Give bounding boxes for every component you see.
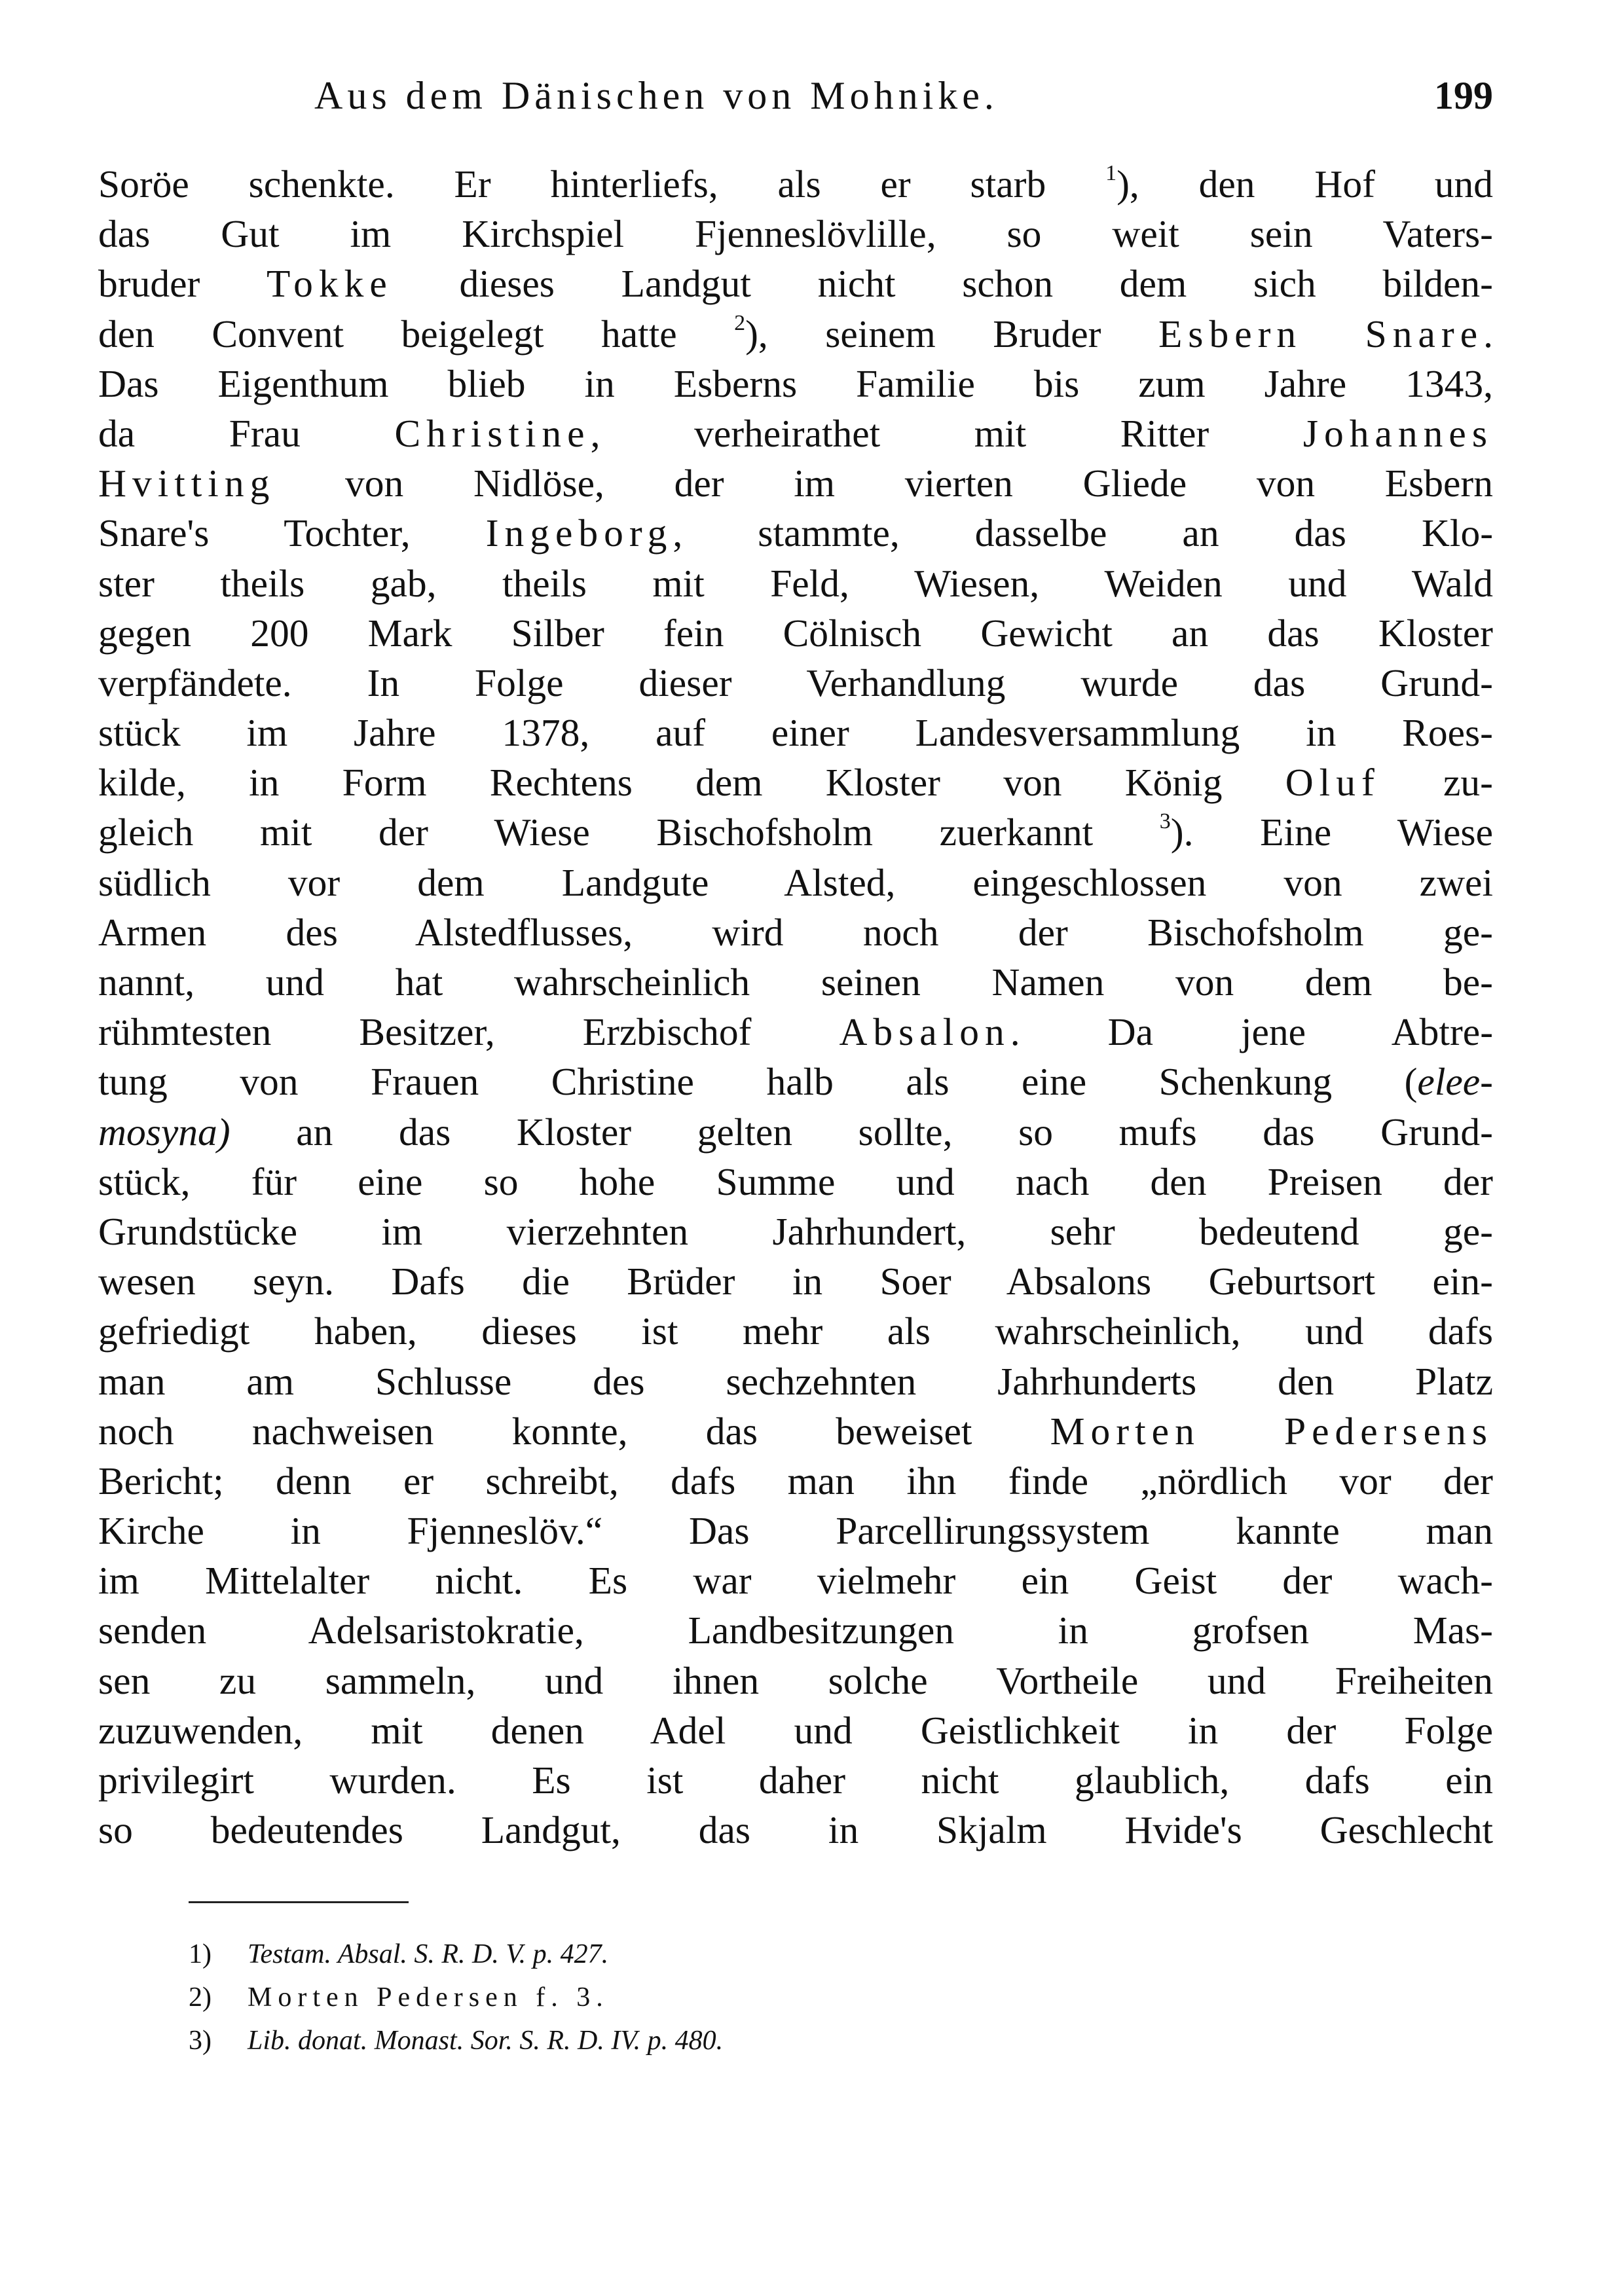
spaced-name: Hvitting <box>98 462 276 505</box>
spaced-name: Absalon <box>839 1010 1010 1054</box>
running-head <box>98 73 1493 126</box>
body-line: ster theils gab, theils mit Feld, Wiesen, Weiden und Wald <box>98 561 1493 605</box>
body-line: tung von Frauen Christine halb als eine Schenkung (elee- <box>98 1060 1493 1104</box>
spaced-name: Johannes <box>1302 411 1493 455</box>
spaced-name: Ingeborg <box>485 511 673 555</box>
italic-term: mosyna) <box>98 1110 231 1154</box>
body-line: verpfändete. In Folge dieser Verhandlung wurde das Grund- <box>98 661 1493 704</box>
body-line: den Convent beigelegt hatte $^2$), seinem Bruder Esbern Snare. <box>98 310 1493 355</box>
body-line: nannt, und hat wahrscheinlich seinen Namen von dem be- <box>98 960 1493 1004</box>
body-line: mosyna) an das Kloster gelten sollte, so mufs das Grund- <box>98 1110 1493 1154</box>
body-line: senden Adelsaristokratie, Landbesitzungen in grofsen Mas- <box>98 1609 1493 1652</box>
body-line: Das Eigenthum blieb in Esberns Familie bis zum Jahre 1343, <box>98 361 1493 405</box>
body-line: bruder Tokke dieses Landgut nicht schon dem sich bilden- <box>98 262 1493 306</box>
footnote-text: Lib. donat. Monast. Sor. S. R. D. IV. p. 480. <box>248 2026 724 2056</box>
footnote-2 <box>189 1976 1433 2019</box>
spaced-name: Tokke <box>266 262 393 306</box>
body-line: stück im Jahre 1378, auf einer Landesversammlung in Roes- <box>98 711 1493 755</box>
body-line: man am Schlusse des sechzehnten Jahrhunderts den Platz <box>98 1359 1493 1403</box>
footnote-number: 3) <box>189 2026 212 2056</box>
body-line: gegen 200 Mark Silber fein Cölnisch Gewicht an das Kloster <box>98 611 1493 655</box>
footnote-rule <box>189 1901 409 1903</box>
body-line: das Gut im Kirchspiel Fjenneslövlille, so weit sein Vaters- <box>98 212 1493 256</box>
footnote-number: 1) <box>189 1939 212 1969</box>
footnote-text: Morten Pedersen f. 3. <box>248 1982 609 2013</box>
footnote-number: 2) <box>189 1982 212 2013</box>
body-line: rühmtesten Besitzer, Erzbischof Absalon. Da jene Abtre- <box>98 1010 1494 1054</box>
body-line: Armen des Alstedflusses, wird noch der Bischofsholm ge- <box>98 910 1493 954</box>
footnote-1-marker: 1 <box>1105 161 1117 185</box>
page-number: 199 <box>1434 74 1493 117</box>
body-line: da Frau Christine, verheirathet mit Ritter Johannes <box>98 411 1493 455</box>
body-line: kilde, in Form Rechtens dem Kloster von König Oluf zu- <box>98 761 1493 805</box>
footnote-3 <box>189 2019 1433 2062</box>
body-text <box>98 159 1493 1855</box>
footnote-text: Testam. Absal. S. R. D. V. p. 427. <box>248 1939 609 1969</box>
spaced-name: Morten Pedersens <box>1050 1409 1493 1453</box>
spaced-name: Christine <box>394 411 591 455</box>
body-line: noch nachweisen konnte, das beweiset Morten Pedersens <box>98 1409 1493 1453</box>
footnote-1 <box>189 1933 1433 1976</box>
body-line: im Mittelalter nicht. Es war vielmehr ein Geist der wach- <box>98 1559 1493 1603</box>
body-line: gefriedigt haben, dieses ist mehr als wahrscheinlich, und dafs <box>98 1309 1493 1353</box>
body-line: wesen seyn. Dafs die Brüder in Soer Absalons Geburtsort ein- <box>98 1260 1493 1303</box>
body-line: privilegirt wurden. Es ist daher nicht glaublich, dafs ein <box>98 1758 1493 1802</box>
body-line: sen zu sammeln, und ihnen solche Vortheile und Freiheiten <box>98 1658 1493 1702</box>
body-line: Grundstücke im vierzehnten Jahrhundert, sehr bedeutend ge- <box>98 1209 1493 1253</box>
running-title: Aus dem Dänischen von Mohnike. <box>314 74 999 117</box>
body-line: stück, für eine so hohe Summe und nach den Preisen der <box>98 1159 1493 1203</box>
italic-term: elee- <box>1417 1060 1493 1104</box>
body-line: Hvitting von Nidlöse, der im vierten Gliede von Esbern <box>98 462 1493 505</box>
body-line: gleich mit der Wiese Bischofsholm zuerkannt $^3$). Eine Wiese <box>98 809 1493 854</box>
body-line: Snare's Tochter, Ingeborg, stammte, dasselbe an das Klo- <box>98 511 1494 555</box>
body-line: zuzuwenden, mit denen Adel und Geistlichkeit in der Folge <box>98 1708 1493 1752</box>
body-line: südlich vor dem Landgute Alsted, eingeschlossen von zwei <box>98 860 1493 904</box>
footnotes <box>189 1933 1433 2062</box>
footnote-3-marker: 3 <box>1159 809 1171 834</box>
body-line: Kirche in Fjenneslöv.“ Das Parcellirungssystem kannte man <box>98 1509 1493 1553</box>
body-line: so bedeutendes Landgut, das in Skjalm Hvide's Geschlecht <box>98 1808 1493 1852</box>
spaced-name: Esbern Snare <box>1158 312 1484 355</box>
footnote-2-marker: 2 <box>734 310 746 335</box>
body-line: Soröe schenkte. Er hinterliefs, als er starb $^1$), den Hof und <box>98 161 1493 206</box>
spaced-name: Oluf <box>1285 761 1380 805</box>
body-line: Bericht; denn er schreibt, dafs man ihn finde „nördlich vor der <box>98 1459 1493 1503</box>
